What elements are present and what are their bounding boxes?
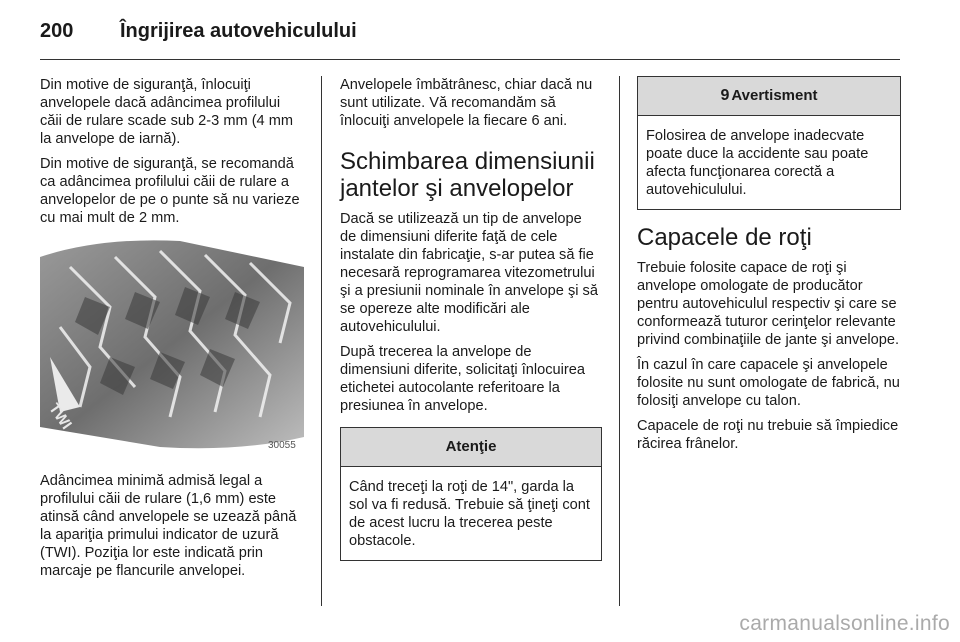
- section-heading: Schimbarea dimensiunii jantelor şi anvelopelor: [340, 148, 595, 202]
- caution-text: Când treceţi la roţi de 14", garda la sol va fi redusă. Trebuie să ţineţi cont de acest lucru la trecerea peste obstacole.: [349, 479, 590, 549]
- twi-label: TWI: [45, 400, 75, 433]
- paragraph: Trebuie folosite capace de roţi şi anvelope omologate de producător pentru autovehiculul respectiv şi care se conformează tuturor cerinţelor relevante privind combinaţiile de jante şi anvelope.: [637, 260, 900, 348]
- page-header: [40, 14, 900, 54]
- paragraph: Capacele de roţi nu trebuie să împiedice răcirea frânelor.: [637, 418, 899, 452]
- warning-title: Avertisment: [731, 87, 818, 104]
- column-2: [340, 76, 602, 567]
- caution-box: [340, 427, 602, 561]
- page-number: 200: [40, 20, 74, 42]
- warning-text: Folosirea de anvelope inadecvate poate duce la accidente sau poate afecta funcţionarea corectă a autovehiculului.: [646, 128, 869, 198]
- tire-tread-illustration: [40, 237, 304, 452]
- paragraph: În cazul în care capacele şi anvelopele folosite nu sunt omologate de fabrică, nu folosiţi anvelope cu talon.: [637, 357, 900, 409]
- caution-title: Atenţie: [341, 428, 601, 467]
- paragraph: Anvelopele îmbătrânesc, chiar dacă nu sunt utilizate. Vă recomandăm să înlocuiţi anvelopele la fiecare 6 ani.: [340, 77, 593, 129]
- column-separator: [321, 76, 322, 606]
- paragraph: Din motive de siguranţă, înlocuiţi anvelopele dacă adâncimea profilului căii de rulare scade sub 2-3 mm (4 mm la anvelope de iarnă).: [40, 77, 294, 147]
- image-code: 30055: [268, 440, 296, 451]
- warning-box: [637, 76, 901, 210]
- column-separator: [619, 76, 620, 606]
- paragraph: După trecerea la anvelope de dimensiuni diferite, solicitaţi înlocuirea etichetei autocolante referitoare la presiunea în anvelope.: [340, 344, 585, 414]
- column-1: [40, 76, 304, 587]
- header-rule: [40, 59, 900, 60]
- page-title: Îngrijirea autovehiculului: [120, 20, 357, 42]
- paragraph: Adâncimea minimă admisă legal a profilului căii de rulare (1,6 mm) este atinsă când anvelopele se uzează până la apariţia primului indicator de uzură (TWI). Poziţia lor este indicată prin marcaje pe flancurile anvelopei.: [40, 473, 297, 579]
- warning-header: [638, 77, 900, 116]
- watermark: carmanualsonline.info: [739, 612, 950, 635]
- column-3: [637, 76, 901, 460]
- paragraph: Dacă se utilizează un tip de anvelope de dimensiuni diferite faţă de cele instalate din fabricaţie, s-ar putea să fie necesară reprogramarea vitezometrului şi a presiunii nominale în anvelope şi să se opereze alte modificări ale autovehiculului.: [340, 211, 598, 335]
- warning-icon: 9: [720, 87, 730, 104]
- paragraph: Din motive de siguranţă, se recomandă ca adâncimea profilului căii de rulare a anvelopelor de pe o punte să nu varieze cu mai mult de 2 mm.: [40, 156, 300, 226]
- section-heading: Capacele de roţi: [637, 224, 812, 251]
